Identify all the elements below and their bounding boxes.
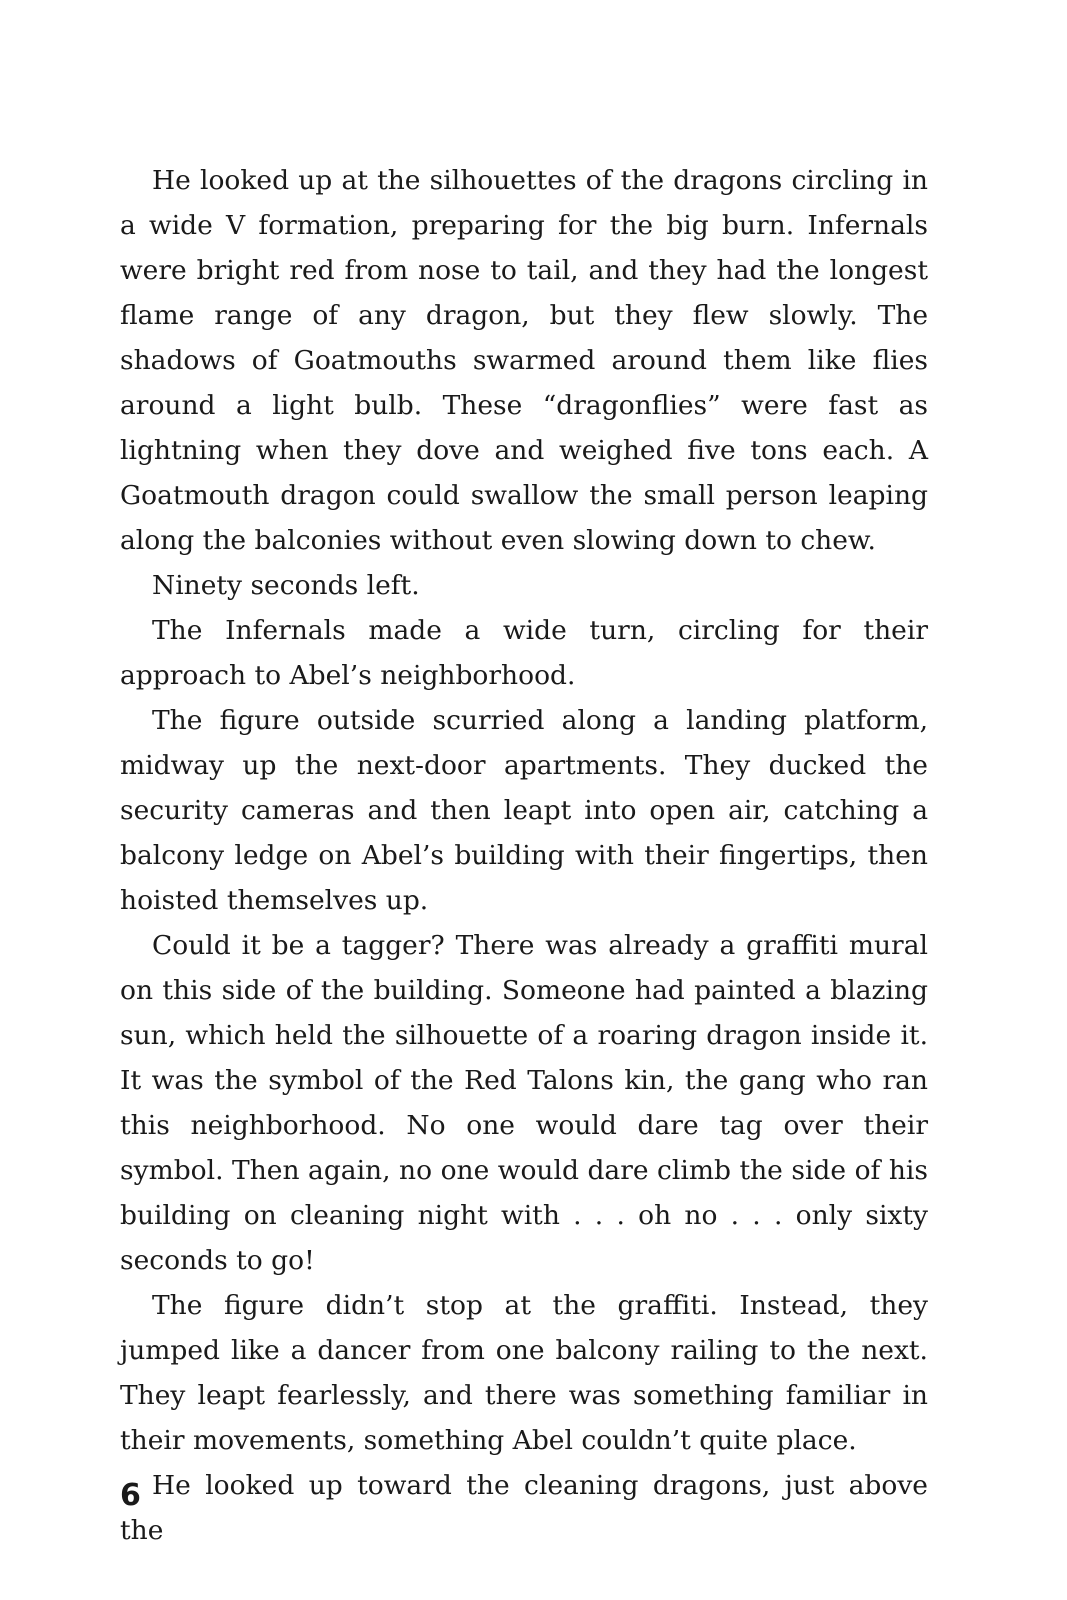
paragraph: Ninety seconds left. — [152, 570, 420, 601]
paragraph: He looked up at the silhouettes of the dragons circling in a wide V formation, preparing for the big burn. Infernals were bright red from nose to tail, and they had the longest flame range of any dragon, but they flew slowly. The shadows of Goatmouths swarmed around them like flies around a light bulb. These “dragonflies” were fast as lightning when they dove and weighed five tons each. A Goatmouth dragon could swallow the small person leaping along the balconies without even slowing down to chew. — [120, 165, 928, 556]
page-body-text — [120, 158, 928, 1553]
paragraph: The Infernals made a wide turn, circling for their approach to Abel’s neighborhood. — [120, 615, 928, 691]
paragraph: He looked up toward the cleaning dragons, just above the — [120, 1470, 928, 1546]
paragraph: The figure outside scurried along a landing platform, midway up the next-door apartments. They ducked the security cameras and then leapt into open air, catching a balcony ledge on Abel’s building with their fingertips, then hoisted themselves up. — [120, 705, 928, 916]
page-number: 6 — [120, 1478, 141, 1513]
paragraph: The figure didn’t stop at the graffiti. Instead, they jumped like a dancer from one balcony railing to the next. They leapt fearlessly, and there was something familiar in their movements, something Abel couldn’t quite place. — [120, 1290, 928, 1456]
paragraph: Could it be a tagger? There was already a graffiti mural on this side of the building. Someone had painted a blazing sun, which held the silhouette of a roaring dragon inside it. It was the symbol of the Red Talons kin, the gang who ran this neighborhood. No one would dare tag over their symbol. Then again, no one would dare climb the side of his building on cleaning night with . . . oh no . . . only sixty seconds to go! — [120, 930, 928, 1276]
